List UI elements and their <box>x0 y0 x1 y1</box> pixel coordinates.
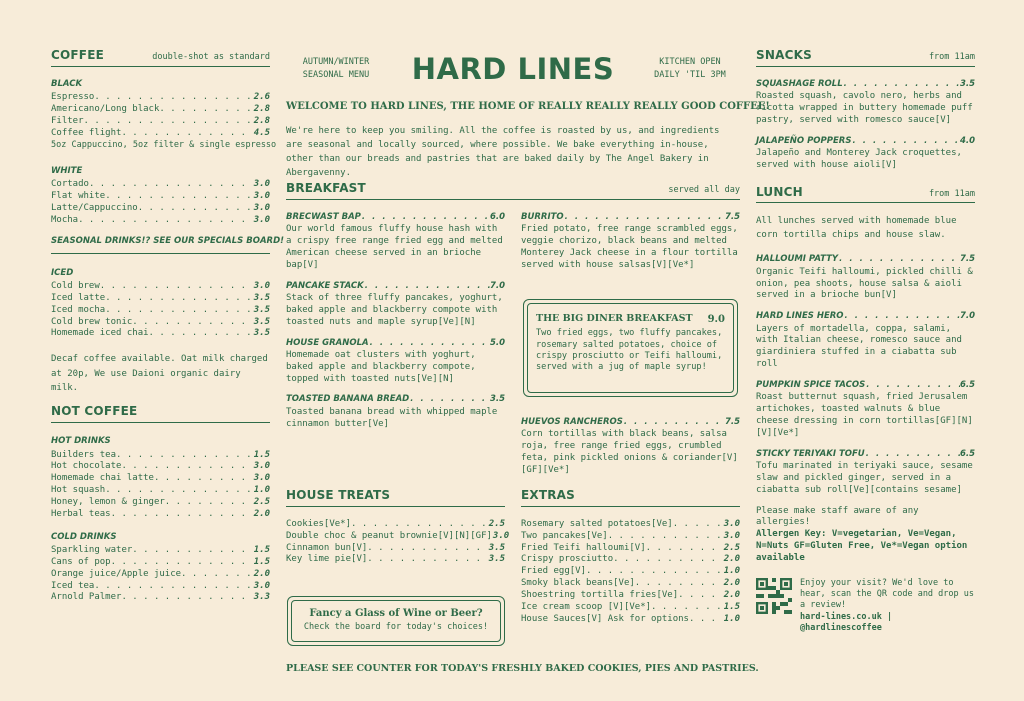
item-price: 7.5 <box>724 212 740 222</box>
coffee-title: COFFEE <box>51 48 104 62</box>
item-name: Cortado <box>51 178 89 189</box>
leader-dots <box>138 203 253 215</box>
item-price: 2.0 <box>723 578 740 589</box>
item-name: Ice cream scoop [V][Ve*] <box>521 601 652 612</box>
menu-item <box>286 281 505 329</box>
item-price: 1.0 <box>253 485 270 496</box>
item-name: BURRITO <box>521 212 564 222</box>
item-name: Fried egg[V] <box>521 566 587 577</box>
leader-dots <box>865 449 960 460</box>
left-column <box>51 48 284 604</box>
leader-dots <box>121 592 252 604</box>
menu-item-row <box>51 305 270 317</box>
decaf-note: Decaf coffee available. Oat milk charged at 20p, We use Daioni organic dairy milk. <box>51 354 268 394</box>
footer-banner: PLEASE SEE COUNTER FOR TODAY'S FRESHLY BAKED COOKIES, PIES AND PASTRIES. <box>286 663 759 674</box>
wine-title: Fancy a Glass of Wine or Beer? <box>309 608 483 619</box>
menu-item-row <box>521 590 740 602</box>
leader-dots <box>865 380 960 391</box>
item-price: 3.0 <box>253 202 270 213</box>
kitchen-line-1: KITCHEN OPEN <box>659 56 721 67</box>
item-price: 3.5 <box>488 554 505 565</box>
item-name: Hot squash <box>51 485 106 496</box>
menu-item-row <box>51 509 270 521</box>
menu-item <box>756 380 975 440</box>
season-line-2: SEASONAL MENU <box>302 70 370 81</box>
item-name: Iced latte <box>51 292 106 303</box>
item-name: Cookies[Ve*] <box>286 518 352 529</box>
item-name: Flat white <box>51 190 106 201</box>
menu-item-row <box>51 461 270 473</box>
item-name: Crispy prosciutto <box>521 554 614 565</box>
lunch-title: LUNCH <box>756 184 803 199</box>
menu-item-row <box>51 179 270 191</box>
menu-item-row <box>521 614 740 626</box>
leader-dots <box>165 497 253 509</box>
leader-dots <box>369 338 490 349</box>
item-description: Corn tortillas with black beans, salsa roja, free range fried eggs, crumbled feta, pink pickled onions & coriander[V][GF][Ve*] <box>521 429 738 475</box>
treats-title: HOUSE TREATS <box>286 488 391 502</box>
item-price: 2.5 <box>723 542 740 553</box>
item-name: PANCAKE STACK <box>286 280 364 291</box>
leader-dots <box>613 554 723 566</box>
hot-list <box>51 450 270 521</box>
leader-dots <box>844 311 960 322</box>
lunch-header <box>756 185 975 204</box>
item-price: 3.0 <box>253 178 270 189</box>
breakfast-section <box>286 181 740 200</box>
leader-dots <box>149 328 253 340</box>
big-breakfast-price: 9.0 <box>707 314 725 325</box>
snacks-title: SNACKS <box>756 48 812 62</box>
item-name: Coffee flight <box>51 127 122 138</box>
item-name: HUEVOS RANCHEROS <box>521 417 623 427</box>
item-name: Iced tea <box>51 580 95 591</box>
menu-item-row <box>51 116 270 128</box>
leader-dots <box>181 569 253 581</box>
item-name: Hot chocolate <box>51 461 122 472</box>
leader-dots <box>84 116 253 128</box>
leader-dots <box>608 531 723 543</box>
qr-code-icon[interactable] <box>756 578 792 614</box>
item-price: 3.0 <box>253 280 270 291</box>
item-name: House Sauces[V] Ask for options <box>521 613 689 624</box>
menu-item-row <box>521 566 740 578</box>
wine-sub: Check the board for today's choices! <box>303 622 489 633</box>
menu-item-row <box>51 450 270 462</box>
item-price: 3.5 <box>253 328 270 339</box>
menu-item-row <box>51 203 270 215</box>
leader-dots <box>364 281 490 292</box>
leader-dots <box>121 128 252 140</box>
menu-item-row <box>51 497 270 509</box>
item-description: Roasted squash, cavolo nero, herbs and ricotta wrapped in buttery homemade puff pastry, served with romesco sauce[V] <box>756 91 973 125</box>
item-name: Fried Teifi halloumi[V] <box>521 542 646 553</box>
menu-item-row <box>521 602 740 614</box>
item-price: 2.0 <box>253 568 270 579</box>
item-name: Cold brew tonic <box>51 316 133 327</box>
item-price: 1.5 <box>253 544 270 555</box>
menu-item-row <box>51 473 270 485</box>
menu-item-row <box>51 557 270 569</box>
menu-item-row <box>51 328 270 340</box>
leader-dots <box>159 104 252 116</box>
item-description: Toasted banana bread with whipped maple cinnamon butter[Ve] <box>286 406 498 429</box>
item-description: Homemade oat clusters with yoghurt, baked apple and blackberry compote, topped with toasted nuts[Ve][N] <box>286 349 476 384</box>
treats-list <box>286 518 510 567</box>
item-name: Cold brew <box>51 280 100 291</box>
item-price: 2.6 <box>253 92 270 103</box>
menu-item-row <box>51 485 270 497</box>
item-price: 3.0 <box>723 530 740 541</box>
item-price: 7.5 <box>959 254 975 265</box>
lunch-list <box>756 254 975 496</box>
item-description: Jalapeño and Monterey Jack croquettes, served with house aioli[V] <box>756 147 962 170</box>
treats-header <box>286 488 505 507</box>
menu-item-row <box>51 545 270 557</box>
big-breakfast-desc: Two fried eggs, two fluffy pancakes, rosemary salted potatoes, choice of crispy prosciutto or Teifi halloumi, served with a jug of maple syrup! <box>536 328 723 373</box>
item-price: 2.8 <box>253 103 270 114</box>
menu-item-row <box>521 578 740 590</box>
menu-item <box>756 254 975 302</box>
menu-item-row <box>51 317 270 329</box>
item-name: TOASTED BANANA BREAD <box>286 394 410 405</box>
item-price: 3.0 <box>253 214 270 225</box>
item-name: Iced mocha <box>51 304 106 315</box>
extras-list <box>521 519 740 626</box>
menu-item-row <box>51 592 270 604</box>
welcome-heading: WELCOME TO HARD LINES, THE HOME OF REALLY REALLY REALLY GOOD COFFEE! <box>286 101 770 113</box>
menu-item-row <box>51 128 270 140</box>
menu-item <box>286 338 505 386</box>
item-name: Herbal teas <box>51 508 111 519</box>
item-name: PUMPKIN SPICE TACOS <box>756 380 866 391</box>
leader-dots <box>78 215 253 227</box>
iced-subheading: ICED <box>51 267 74 278</box>
brand-title: HARD LINES <box>411 52 615 86</box>
item-description: Stack of three fluffy pancakes, yoghurt, baked apple and blackberry compote with toasted nuts and maple syrup[Ve][N] <box>286 292 503 327</box>
leader-dots <box>94 581 252 593</box>
leader-dots <box>367 554 487 566</box>
item-name: BRECWAST BAP <box>286 212 361 222</box>
seasonal-note: SEASONAL DRINKS!? SEE OUR SPECIALS BOARD! <box>51 236 270 253</box>
kitchen-line-2: DAILY 'TIL 3PM <box>654 70 726 81</box>
not-coffee-title: NOT COFFEE <box>51 404 138 419</box>
flight-note: 5oz Cappuccino, 5oz filter & single espresso <box>51 139 277 150</box>
lunch-intro: All lunches served with homemade blue corn tortilla chips and house slaw. <box>756 216 957 240</box>
item-name: Double choc & peanut brownie[V][N][GF] <box>286 530 492 541</box>
iced-list <box>51 281 270 340</box>
item-price: 1.5 <box>253 556 270 567</box>
leader-dots <box>351 519 488 531</box>
menu-item-row <box>51 281 270 293</box>
item-name: HARD LINES HERO <box>756 311 844 322</box>
menu-item-row <box>286 543 505 555</box>
leader-dots <box>100 281 253 293</box>
leader-dots <box>623 417 725 428</box>
leader-dots <box>367 543 487 555</box>
item-price: 3.5 <box>253 292 270 303</box>
item-price: 4.0 <box>959 135 975 146</box>
leader-dots <box>651 602 723 614</box>
item-price: 6.0 <box>489 212 505 222</box>
item-price: 7.5 <box>724 417 740 427</box>
allergy-note: Please make staff aware of any allergies! <box>756 505 919 528</box>
leader-dots <box>105 293 253 305</box>
black-subheading: BLACK <box>51 78 83 89</box>
menu-item <box>521 417 740 477</box>
item-price: 7.0 <box>489 280 505 291</box>
leader-dots <box>105 305 253 317</box>
leader-dots <box>673 519 723 531</box>
item-name: SQUASHAGE ROLL <box>756 78 843 89</box>
menu-item-row <box>51 581 270 593</box>
big-breakfast-box <box>523 299 738 397</box>
item-description: Tofu marinated in teriyaki sauce, sesame slaw and pickled ginger, served in a ciabatta sub roll[Ve][contains sesame] <box>756 460 973 495</box>
wine-box <box>287 596 505 646</box>
item-price: 2.0 <box>723 590 740 601</box>
item-name: Builders tea <box>51 449 117 460</box>
leader-dots <box>94 92 252 104</box>
item-name: Mocha <box>51 214 79 225</box>
hot-drinks-subheading: HOT DRINKS <box>51 436 111 447</box>
item-price: 3.0 <box>253 461 270 472</box>
not-coffee-header <box>51 404 270 423</box>
treats-section <box>286 488 510 566</box>
item-name: Shoestring tortilla fries[Ve] <box>521 590 679 601</box>
leader-dots <box>635 578 723 590</box>
center-header <box>286 50 770 181</box>
cold-list <box>51 545 270 604</box>
leader-dots <box>121 461 252 473</box>
item-name: Homemade iced chai <box>51 328 149 339</box>
menu-item-row <box>51 191 270 203</box>
item-description: Layers of mortadella, coppa, salami, with Italian cheese, romesco sauce and giardiniera stuffed in a ciabatta sub roll <box>756 323 962 370</box>
item-description: Roast butternut squash, fried Jerusalem artichokes, toasted walnuts & blue cheese dressing in corn tortillas[GF][N][V][Ve*] <box>756 392 973 438</box>
breakfast-title: BREAKFAST <box>286 181 366 195</box>
item-description: Organic Teifi halloumi, pickled chilli & onion, pea shoots, house salsa & aioli served in a brioche bun[V] <box>756 266 973 301</box>
item-price: 3.5 <box>253 304 270 315</box>
leader-dots <box>851 136 959 147</box>
item-name: Orange juice/Apple juice <box>51 568 182 579</box>
item-price: 4.5 <box>253 127 270 138</box>
item-name: HALLOUMI PATTY <box>756 254 839 265</box>
leader-dots <box>132 545 252 557</box>
item-price: 5.0 <box>489 337 505 348</box>
menu-item-row <box>286 554 505 566</box>
item-price: 3.0 <box>253 190 270 201</box>
leader-dots <box>116 450 253 462</box>
item-price: 3.5 <box>489 394 505 405</box>
leader-dots <box>111 557 253 569</box>
extras-title: EXTRAS <box>521 488 576 502</box>
item-name: Filter <box>51 115 84 126</box>
review-text: Enjoy your visit? We'd love to hear, scan the QR code and drop us a review! <box>800 577 974 611</box>
menu-item-row <box>51 569 270 581</box>
extras-section <box>521 488 740 626</box>
item-name: Cans of pop <box>51 556 111 567</box>
item-price: 2.8 <box>253 115 270 126</box>
allergen-key: Allergen Key: V=vegetarian, Ve=Vegan, N=Nuts GF=Gluten Free, Ve*=Vegan option available <box>756 529 968 564</box>
breakfast-right-list-2 <box>521 417 740 486</box>
menu-item <box>756 79 975 127</box>
leader-dots <box>89 179 253 191</box>
item-name: Latte/Cappuccino <box>51 202 138 213</box>
breakfast-header <box>286 181 740 200</box>
item-description: Fried potato, free range scrambled eggs, veggie chorizo, black beans and melted Monterey Jack cheese in a flour tortilla served with house salsas[V][Ve*] <box>521 224 738 270</box>
item-price: 1.0 <box>723 613 740 624</box>
leader-dots <box>646 543 723 555</box>
item-price: 2.5 <box>253 497 270 508</box>
item-price: 3.5 <box>253 316 270 327</box>
leader-dots <box>409 394 490 405</box>
menu-item-row <box>286 530 510 543</box>
menu-item-row <box>521 519 740 531</box>
leader-dots <box>564 212 725 223</box>
item-price: 2.0 <box>253 508 270 519</box>
item-name: Smoky black beans[Ve] <box>521 578 635 589</box>
leader-dots <box>838 254 960 265</box>
intro-text: We're here to keep you smiling. All the coffee is roasted by us, and ingredients are seasonal and locally sourced, where possible. We bake everything in-house, other than our breads and pastries that are baked daily by The Angel Bakery in Abergavenny. <box>286 126 720 179</box>
menu-item-row <box>51 215 270 227</box>
item-price: 3.0 <box>253 580 270 591</box>
item-name: STICKY TERIYAKI TOFU <box>756 448 865 459</box>
item-name: Espresso <box>51 92 95 103</box>
season-line-1: AUTUMN/WINTER <box>302 56 370 67</box>
leader-dots <box>678 590 723 602</box>
leader-dots <box>105 191 253 203</box>
item-price: 2.5 <box>488 518 505 529</box>
menu-item <box>756 449 975 497</box>
item-price: 6.5 <box>959 380 975 391</box>
item-name: JALAPEÑO POPPERS <box>756 135 852 146</box>
black-list <box>51 92 270 140</box>
item-name: Sparkling water <box>51 544 133 555</box>
menu-item-row <box>51 104 270 116</box>
leader-dots <box>586 566 723 578</box>
item-name: Two pancakes[Ve] <box>521 530 608 541</box>
breakfast-note: served all day <box>668 185 740 195</box>
item-name: Americano/Long black <box>51 103 160 114</box>
leader-dots <box>105 485 253 497</box>
snacks-header <box>756 48 975 67</box>
item-price: 3.5 <box>959 78 975 89</box>
item-name: Cinnamon bun[V] <box>286 542 368 553</box>
menu-item-row <box>286 519 505 531</box>
item-price: 6.5 <box>959 448 975 459</box>
menu-item <box>756 311 975 371</box>
menu-item-row <box>521 531 740 543</box>
cold-drinks-subheading: COLD DRINKS <box>51 531 117 542</box>
item-price: 3.3 <box>253 592 270 603</box>
leader-dots <box>843 79 960 90</box>
item-price: 2.0 <box>723 554 740 565</box>
white-list <box>51 179 270 227</box>
item-price: 1.5 <box>723 601 740 612</box>
menu-item <box>286 212 505 272</box>
snacks-list <box>756 79 975 172</box>
menu-item <box>286 394 505 430</box>
item-price: 3.0 <box>253 473 270 484</box>
lunch-note: from 11am <box>928 188 975 199</box>
website-handle[interactable]: hard-lines.co.uk | @hardlinescoffee <box>800 611 893 633</box>
item-price: 3.5 <box>488 542 505 553</box>
menu-item <box>756 136 975 172</box>
item-name: Arnold Palmer <box>51 592 122 603</box>
item-name: HOUSE GRANOLA <box>286 337 369 348</box>
leader-dots <box>689 614 723 626</box>
item-price: 1.0 <box>723 566 740 577</box>
menu-item <box>521 212 740 272</box>
coffee-header <box>51 48 270 67</box>
snacks-note: from 11am <box>928 52 975 62</box>
coffee-note: double-shot as standard <box>152 52 270 62</box>
item-name: Rosemary salted potatoes[Ve] <box>521 518 673 529</box>
item-name: Honey, lemon & ginger <box>51 497 165 508</box>
leader-dots <box>361 212 490 223</box>
white-subheading: WHITE <box>51 165 83 176</box>
extras-header <box>521 488 740 507</box>
item-description: Our world famous fluffy house hash with a crispy free range fried egg and melted American cheese served in an brioche bap[V] <box>286 224 503 270</box>
right-column <box>756 48 975 634</box>
item-price: 3.0 <box>723 518 740 529</box>
item-name: Key lime pie[V] <box>286 554 368 565</box>
leader-dots <box>111 509 253 521</box>
menu-item-row <box>51 92 270 104</box>
leader-dots <box>132 317 252 329</box>
menu-item-row <box>51 293 270 305</box>
item-price: 1.5 <box>253 449 270 460</box>
leader-dots <box>154 473 253 485</box>
breakfast-left-list <box>286 212 505 439</box>
big-breakfast-name: THE BIG DINER BREAKFAST <box>536 313 693 324</box>
item-price: 3.0 <box>492 530 510 541</box>
menu-item-row <box>521 554 740 566</box>
breakfast-right-list <box>521 212 740 281</box>
item-name: Homemade chai latte <box>51 473 154 484</box>
item-price: 7.0 <box>959 311 975 322</box>
menu-item-row <box>521 543 740 555</box>
